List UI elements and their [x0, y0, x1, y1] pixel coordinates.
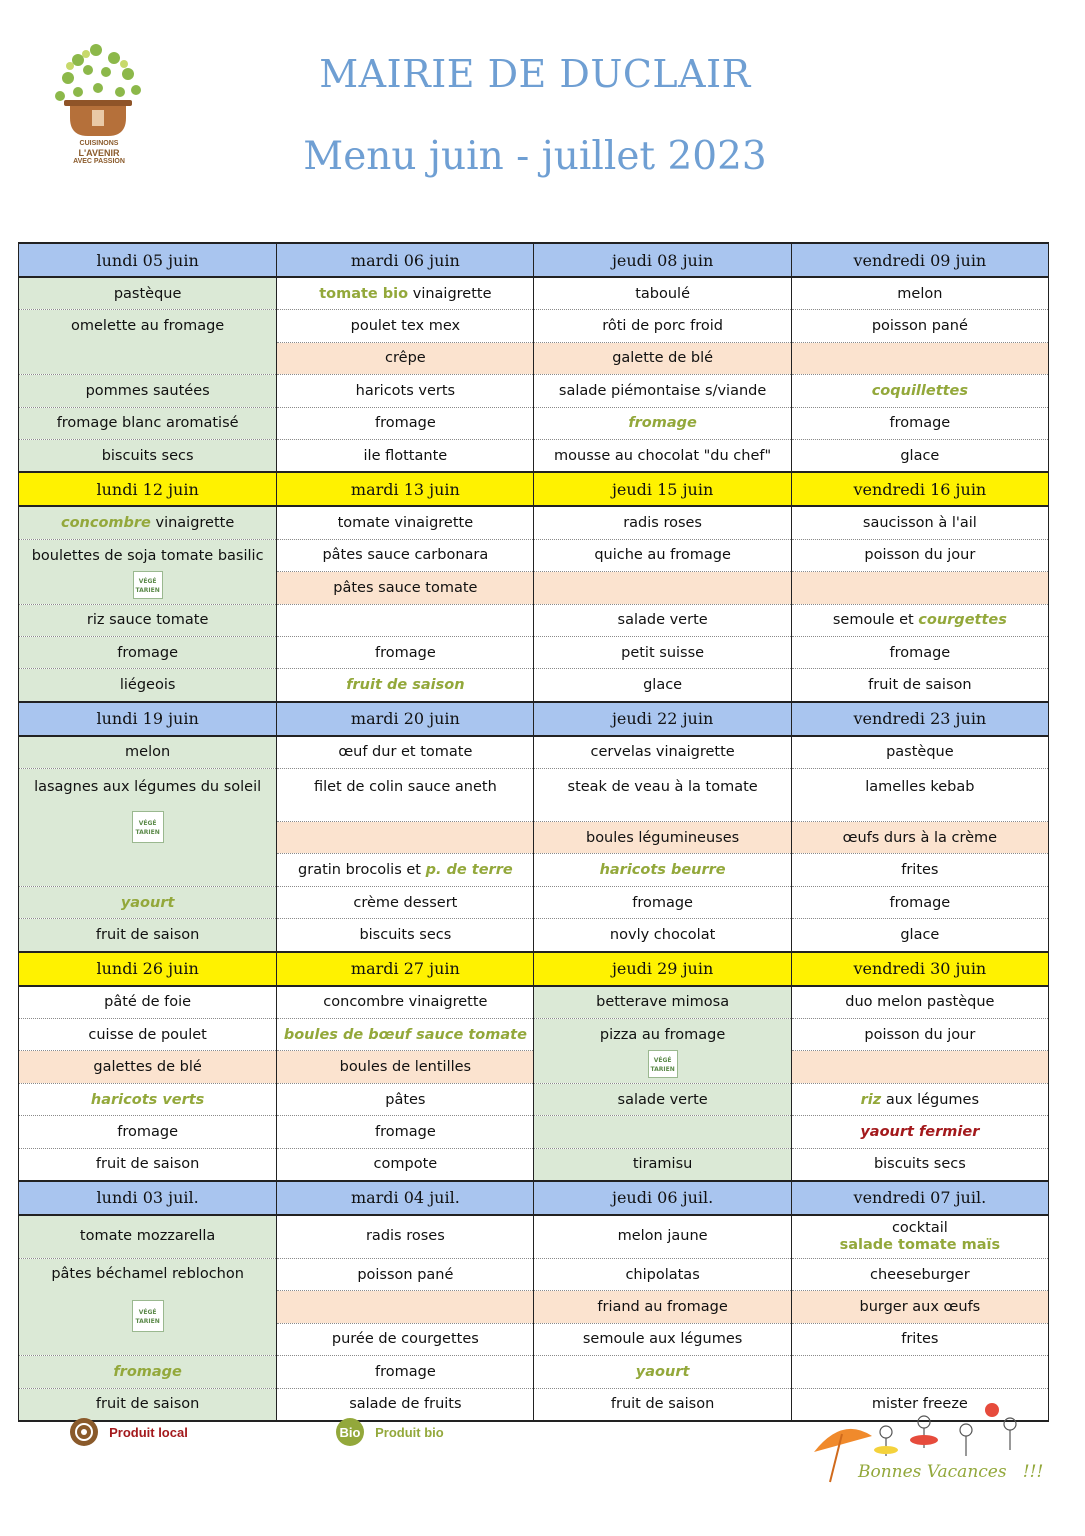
- menu-row: [19, 277, 1049, 310]
- menu-row: [19, 1083, 1049, 1115]
- menu-cell: cervelas vinaigrette: [534, 736, 791, 769]
- menu-row: [19, 1258, 1049, 1290]
- menu-cell-text: vinaigrette: [155, 515, 235, 532]
- menu-cell: fromage: [19, 1116, 277, 1148]
- week-header: [19, 1181, 1049, 1215]
- menu-cell: fromage: [277, 1356, 534, 1388]
- menu-cell: [19, 539, 277, 604]
- menu-row: [19, 1148, 1049, 1181]
- menu-cell: tomate vinaigrette: [277, 506, 534, 539]
- menu-cell: [534, 572, 791, 604]
- menu-cell: galette de blé: [534, 342, 791, 374]
- vege-badge-text: VÉGÉ: [138, 820, 157, 828]
- menu-row: [19, 310, 1049, 342]
- menu-row: [19, 407, 1049, 439]
- menu-cell: pâtes: [277, 1083, 534, 1115]
- bio-item: p. de terre: [425, 862, 513, 879]
- menu-cell: crème dessert: [277, 886, 534, 918]
- menu-cell: filet de colin sauce aneth: [277, 769, 534, 822]
- menu-cell: omelette au fromage: [19, 310, 277, 375]
- day-header: mardi 13 juin: [277, 472, 534, 506]
- menu-cell: mister freeze: [791, 1388, 1048, 1421]
- menu-cell: boules de lentilles: [277, 1051, 534, 1083]
- menu-cell: [791, 1215, 1048, 1259]
- menu-cell: cuisse de poulet: [19, 1019, 277, 1051]
- week-header: [19, 243, 1049, 277]
- menu-cell: [791, 604, 1048, 636]
- menu-cell: fromage: [791, 636, 1048, 668]
- menu-row: [19, 1116, 1049, 1148]
- menu-cell: fromage: [277, 636, 534, 668]
- menu-cell: biscuits secs: [19, 439, 277, 472]
- vege-badge-text: TARIEN: [135, 1317, 160, 1325]
- menu-cell: pâté de foie: [19, 986, 277, 1019]
- day-header: vendredi 16 juin: [791, 472, 1048, 506]
- menu-cell: radis roses: [277, 1215, 534, 1259]
- menu-cell: riz sauce tomate: [19, 604, 277, 636]
- legend-bio-label: Produit bio: [375, 1424, 444, 1440]
- menu-cell: quiche au fromage: [534, 539, 791, 571]
- menu-cell: taboulé: [534, 277, 791, 310]
- menu-cell-text: gratin brocolis et: [298, 862, 421, 879]
- bio-item: boules de bœuf sauce tomate: [283, 1026, 527, 1043]
- menu-cell: mousse au chocolat "du chef": [534, 439, 791, 472]
- day-header: vendredi 09 juin: [791, 243, 1048, 277]
- menu-cell: biscuits secs: [277, 919, 534, 952]
- menu-cell: boules légumineuses: [534, 822, 791, 854]
- week-header: [19, 702, 1049, 736]
- bio-logo-text: Bio: [339, 1425, 361, 1440]
- logo-text-2: L'AVENIR: [78, 148, 120, 158]
- local-item: yaourt fermier: [860, 1123, 980, 1140]
- menu-cell: œufs durs à la crème: [791, 822, 1048, 854]
- menu-row: [19, 636, 1049, 668]
- menu-cell: [791, 1356, 1048, 1388]
- menu-row: [19, 886, 1049, 918]
- vege-badge-text: TARIEN: [135, 829, 160, 837]
- menu-row: [19, 439, 1049, 472]
- menu-cell-text: semoule et: [832, 612, 914, 629]
- menu-cell: melon: [791, 277, 1048, 310]
- bio-item: haricots beurre: [599, 862, 726, 879]
- menu-row: [19, 506, 1049, 539]
- bio-item: riz: [860, 1091, 882, 1108]
- menu-cell: fruit de saison: [534, 1388, 791, 1421]
- menu-row: [19, 669, 1049, 702]
- menu-cell: purée de courgettes: [277, 1323, 534, 1355]
- menu-cell: [19, 886, 277, 918]
- day-header: vendredi 23 juin: [791, 702, 1048, 736]
- bio-item: fromage: [628, 415, 697, 432]
- menu-row: [19, 1356, 1049, 1388]
- menu-cell: [791, 1051, 1048, 1083]
- menu-cell: poisson pané: [277, 1258, 534, 1290]
- menu-cell: [19, 1356, 277, 1388]
- menu-cell-text: pizza au fromage: [599, 1027, 726, 1044]
- menu-cell: [534, 407, 791, 439]
- bio-item: tomate bio: [319, 285, 409, 302]
- menu-cell: saucisson à l'ail: [791, 506, 1048, 539]
- menu-row: [19, 375, 1049, 407]
- menu-cell: betterave mimosa: [534, 986, 791, 1019]
- menu-cell: pastèque: [19, 277, 277, 310]
- bio-item: yaourt: [120, 894, 175, 911]
- menu-cell: [277, 1291, 534, 1323]
- day-header: jeudi 15 juin: [534, 472, 791, 506]
- day-header: jeudi 06 juil.: [534, 1181, 791, 1215]
- menu-row: [19, 1019, 1049, 1051]
- menu-cell: glace: [791, 439, 1048, 472]
- vege-badge-text: VÉGÉ: [138, 577, 157, 585]
- menu-cell: melon jaune: [534, 1215, 791, 1259]
- day-header: lundi 19 juin: [19, 702, 277, 736]
- day-header: jeudi 29 juin: [534, 952, 791, 986]
- menu-cell: salade de fruits: [277, 1388, 534, 1421]
- bio-item: haricots verts: [90, 1091, 205, 1108]
- menu-cell: fruit de saison: [19, 919, 277, 952]
- menu-cell: liégeois: [19, 669, 277, 702]
- day-header: jeudi 08 juin: [534, 243, 791, 277]
- logo-text-3: AVEC PASSION: [73, 158, 125, 165]
- vege-badge-text: TARIEN: [650, 1066, 675, 1074]
- menu-cell: pastèque: [791, 736, 1048, 769]
- local-product-icon: [68, 1416, 100, 1448]
- menu-cell-text: vinaigrette: [412, 285, 492, 302]
- vegetarian-badge-icon: [648, 1050, 678, 1078]
- menu-cell: duo melon pastèque: [791, 986, 1048, 1019]
- menu-cell: poisson du jour: [791, 1019, 1048, 1051]
- menu-cell: [791, 572, 1048, 604]
- legend-local-label: Produit local: [109, 1424, 188, 1440]
- day-header: vendredi 30 juin: [791, 952, 1048, 986]
- week-header: [19, 952, 1049, 986]
- menu-cell: salade piémontaise s/viande: [534, 375, 791, 407]
- day-header: lundi 05 juin: [19, 243, 277, 277]
- menu-cell: petit suisse: [534, 636, 791, 668]
- menu-cell: [791, 1083, 1048, 1115]
- bio-item: fruit de saison: [346, 676, 465, 693]
- menu-cell: fromage: [277, 1116, 534, 1148]
- menu-cell: tomate mozzarella: [19, 1215, 277, 1259]
- menu-cell: [277, 822, 534, 854]
- menu-cell-text: cocktail: [891, 1219, 948, 1236]
- menu-cell: [277, 669, 534, 702]
- menu-cell: galettes de blé: [19, 1051, 277, 1083]
- bio-item: yaourt: [635, 1363, 690, 1380]
- menu-cell-text: lasagnes aux légumes du soleil: [34, 779, 262, 796]
- vegetarian-badge-icon: [133, 571, 163, 599]
- bio-item: concombre: [60, 515, 151, 532]
- day-header: mardi 06 juin: [277, 243, 534, 277]
- holiday-illustration: [812, 1402, 1042, 1492]
- menu-cell: lamelles kebab: [791, 769, 1048, 822]
- day-header: mardi 04 juil.: [277, 1181, 534, 1215]
- menu-cell: frites: [791, 1323, 1048, 1355]
- vegetarian-badge-icon: [132, 811, 164, 843]
- bio-item: coquillettes: [871, 382, 969, 399]
- week-header: [19, 472, 1049, 506]
- legend-local: [68, 1416, 188, 1448]
- menu-period-title: Menu juin - juillet 2023: [303, 134, 767, 179]
- vege-badge-text: TARIEN: [135, 586, 160, 594]
- menu-cell: frites: [791, 854, 1048, 886]
- legend-bio: [334, 1416, 444, 1448]
- menu-row: [19, 539, 1049, 571]
- menu-cell: fromage: [791, 886, 1048, 918]
- menu-cell: [534, 1116, 791, 1148]
- menu-cell: fruit de saison: [19, 1388, 277, 1421]
- menu-cell: pâtes sauce carbonara: [277, 539, 534, 571]
- menu-cell: melon: [19, 736, 277, 769]
- menu-cell: [277, 277, 534, 310]
- vege-badge-text: VÉGÉ: [653, 1057, 672, 1065]
- menu-cell: [534, 1356, 791, 1388]
- menu-cell: compote: [277, 1148, 534, 1181]
- holiday-greeting: Bonnes Vacances !!!: [858, 1462, 1044, 1482]
- menu-cell: novly chocolat: [534, 919, 791, 952]
- day-header: vendredi 07 juil.: [791, 1181, 1048, 1215]
- menu-cell: poulet tex mex: [277, 310, 534, 342]
- menu-table: [18, 242, 1049, 1422]
- menu-cell: [791, 1116, 1048, 1148]
- menu-cell: biscuits secs: [791, 1148, 1048, 1181]
- menu-cell: burger aux œufs: [791, 1291, 1048, 1323]
- menu-cell: fromage: [534, 886, 791, 918]
- menu-row: [19, 919, 1049, 952]
- menu-cell: concombre vinaigrette: [277, 986, 534, 1019]
- menu-cell: fromage blanc aromatisé: [19, 407, 277, 439]
- menu-cell: [791, 375, 1048, 407]
- menu-cell: [534, 854, 791, 886]
- bio-item: salade tomate maïs: [839, 1236, 1001, 1253]
- menu-cell: fruit de saison: [19, 1148, 277, 1181]
- menu-cell: [277, 854, 534, 886]
- menu-cell: œuf dur et tomate: [277, 736, 534, 769]
- menu-cell: [277, 604, 534, 636]
- vege-badge-text: VÉGÉ: [138, 1308, 157, 1316]
- menu-cell: [19, 1083, 277, 1115]
- day-header: mardi 20 juin: [277, 702, 534, 736]
- page-title: MAIRIE DE DUCLAIR: [319, 52, 751, 96]
- menu-cell: glace: [534, 669, 791, 702]
- menu-cell: glace: [791, 919, 1048, 952]
- bio-item: courgettes: [918, 612, 1007, 629]
- menu-cell: ile flottante: [277, 439, 534, 472]
- menu-cell: [19, 769, 277, 887]
- day-header: lundi 03 juil.: [19, 1181, 277, 1215]
- day-header: mardi 27 juin: [277, 952, 534, 986]
- menu-cell: poisson du jour: [791, 539, 1048, 571]
- menu-cell: [277, 1019, 534, 1051]
- menu-cell: rôti de porc froid: [534, 310, 791, 342]
- menu-cell: pâtes sauce tomate: [277, 572, 534, 604]
- vegetarian-badge-icon: [132, 1300, 164, 1332]
- menu-cell: fromage: [791, 407, 1048, 439]
- logo-text-1: CUISINONS: [79, 140, 119, 147]
- menu-cell-text: pâtes béchamel reblochon: [51, 1265, 244, 1282]
- menu-row: [19, 736, 1049, 769]
- menu-cell: radis roses: [534, 506, 791, 539]
- menu-row: [19, 986, 1049, 1019]
- menu-cell: steak de veau à la tomate: [534, 769, 791, 822]
- menu-row: [19, 769, 1049, 822]
- menu-cell: poisson pané: [791, 310, 1048, 342]
- menu-cell: salade verte: [534, 604, 791, 636]
- menu-row: [19, 1215, 1049, 1259]
- menu-cell: fruit de saison: [791, 669, 1048, 702]
- day-header: lundi 26 juin: [19, 952, 277, 986]
- menu-cell: [534, 1019, 791, 1084]
- menu-cell: [19, 506, 277, 539]
- menu-cell: [19, 1258, 277, 1355]
- menu-cell: haricots verts: [277, 375, 534, 407]
- bio-item: fromage: [113, 1363, 182, 1380]
- menu-cell: tiramisu: [534, 1148, 791, 1181]
- menu-cell: salade verte: [534, 1083, 791, 1115]
- menu-cell: pommes sautées: [19, 375, 277, 407]
- menu-cell: fromage: [277, 407, 534, 439]
- day-header: jeudi 22 juin: [534, 702, 791, 736]
- menu-row: [19, 604, 1049, 636]
- menu-cell: friand au fromage: [534, 1291, 791, 1323]
- menu-cell: [791, 342, 1048, 374]
- menu-cell: fromage: [19, 636, 277, 668]
- menu-row: [19, 1051, 1049, 1083]
- menu-cell: cheeseburger: [791, 1258, 1048, 1290]
- day-header: lundi 12 juin: [19, 472, 277, 506]
- menu-cell: crêpe: [277, 342, 534, 374]
- menu-cell-text: boulettes de soja tomate basilic: [31, 547, 264, 564]
- menu-cell: chipolatas: [534, 1258, 791, 1290]
- bio-product-icon: [334, 1416, 366, 1448]
- menu-cell: semoule aux légumes: [534, 1323, 791, 1355]
- menu-cell-text: aux légumes: [885, 1091, 980, 1108]
